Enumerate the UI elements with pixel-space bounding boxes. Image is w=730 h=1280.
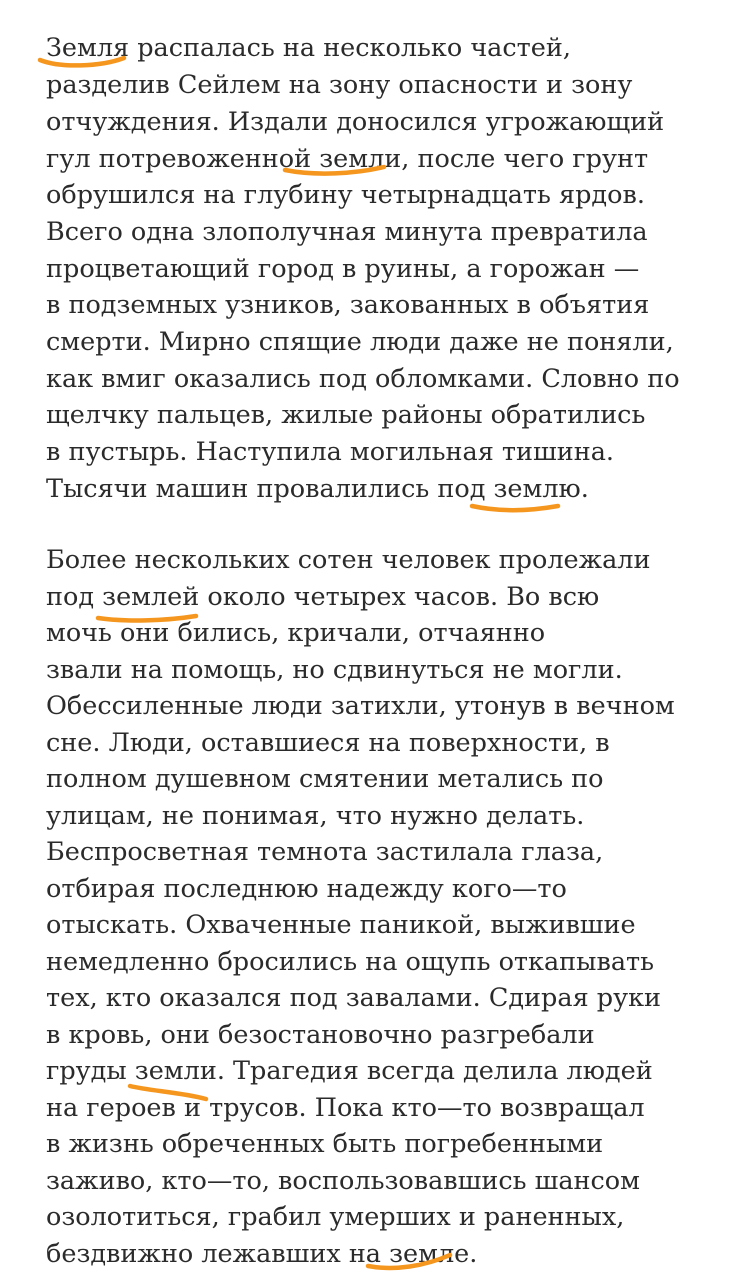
text-line: в пустырь. Наступила могильная тишина. bbox=[46, 437, 615, 467]
text-line: смерти. Мирно спящие люди даже не поняли, bbox=[46, 327, 674, 357]
text-line: в кровь, они безостановочно разгребали bbox=[46, 1020, 595, 1050]
text-line: в жизнь обреченных быть погребенными bbox=[46, 1129, 604, 1159]
text-line: мочь они бились, кричали, отчаянно bbox=[46, 618, 546, 648]
text-line: бездвижно лежавших на земле. bbox=[46, 1239, 478, 1269]
text-line: немедленно бросились на ощупь откапывать bbox=[46, 947, 655, 977]
text-line: процветающий город в руины, а горожан — bbox=[46, 254, 640, 284]
text-line: Обессиленные люди затихли, утонув в вечном bbox=[46, 691, 675, 721]
text-line: Тысячи машин провалились под землю. bbox=[46, 474, 589, 504]
text-line: тех, кто оказался под завалами. Сдирая руки bbox=[46, 983, 662, 1013]
text-line: Более нескольких сотен человек пролежали bbox=[46, 545, 651, 575]
text-line: отчуждения. Издали доносился угрожающий bbox=[46, 107, 665, 137]
text-line: сне. Люди, оставшиеся на поверхности, в bbox=[46, 728, 610, 758]
text-line: улицам, не понимая, что нужно делать. bbox=[46, 801, 585, 831]
text-line: Беспросветная темнота застилала глаза, bbox=[46, 837, 604, 867]
text-line: отбирая последнюю надежду кого—то bbox=[46, 874, 567, 904]
text-line: гул потревоженной земли, после чего грунт bbox=[46, 144, 649, 174]
text-line: обрушился на глубину четырнадцать ярдов. bbox=[46, 180, 645, 210]
text-line: полном душевном смятении метались по bbox=[46, 764, 604, 794]
text-line: на героев и трусов. Пока кто—то возвращал bbox=[46, 1093, 645, 1123]
text-line: груды земли. Трагедия всегда делила людей bbox=[46, 1056, 653, 1086]
text-line: как вмиг оказались под обломками. Словно по bbox=[46, 364, 680, 394]
text-line: отыскать. Охваченные паникой, выжившие bbox=[46, 910, 636, 940]
text-line: Всего одна злополучная минута превратила bbox=[46, 217, 648, 247]
text-line: под землей около четырех часов. Во всю bbox=[46, 582, 600, 612]
text-line: звали на помощь, но сдвинуться не могли. bbox=[46, 655, 623, 685]
text-line: щелчку пальцев, жилые районы обратились bbox=[46, 400, 646, 430]
text-line: заживо, кто—то, воспользовавшись шансом bbox=[46, 1166, 640, 1196]
text-line: в подземных узников, закованных в объятия bbox=[46, 290, 650, 320]
text-line: разделив Сейлем на зону опасности и зону bbox=[46, 70, 633, 100]
text-line: озолотиться, грабил умерших и раненных, bbox=[46, 1202, 625, 1232]
text-line: Земля распалась на несколько частей, bbox=[46, 33, 571, 63]
